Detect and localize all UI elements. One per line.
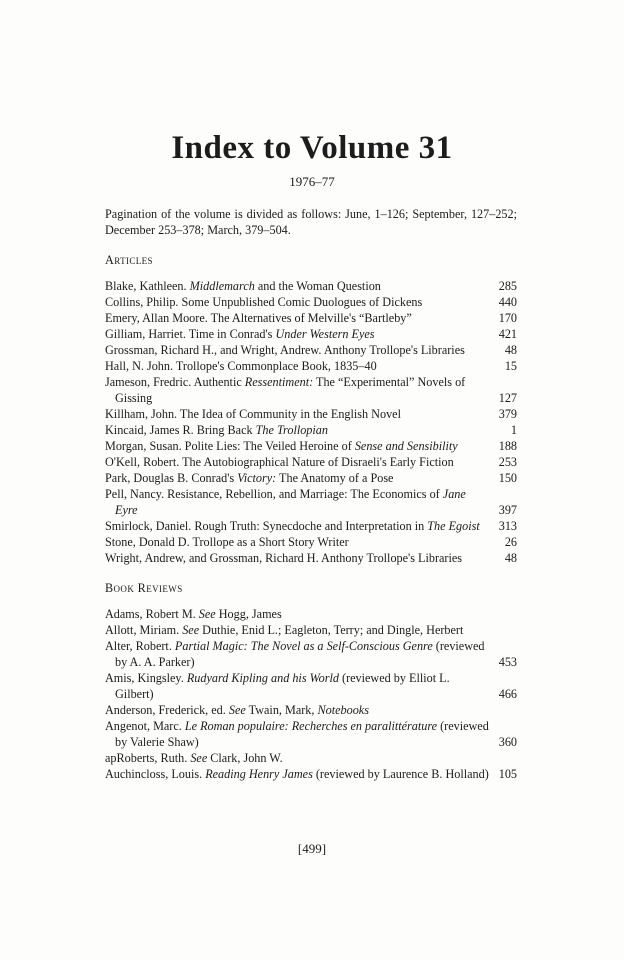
- index-entry: [105, 750, 517, 766]
- entry-page-number: 466: [498, 687, 517, 701]
- entry-page-number: 421: [498, 327, 517, 341]
- entry-page-number: 440: [498, 295, 517, 309]
- index-entry: [105, 606, 517, 622]
- index-entry: [105, 438, 517, 454]
- entry-text: Allott, Miriam. See Duthie, Enid L.; Eagleton, Terry; and Dingle, Herbert: [105, 623, 464, 637]
- index-entry: [105, 518, 517, 534]
- entry-page-number: 397: [498, 503, 517, 517]
- index-entry: [105, 374, 517, 406]
- entry-text: Grossman, Richard H., and Wright, Andrew. Anthony Trollope's Libraries: [105, 343, 465, 357]
- entry-text: Angenot, Marc. Le Roman populaire: Recherches en paralittérature (reviewed by Valerie Shaw): [105, 719, 489, 749]
- index-entry: [105, 622, 517, 638]
- entry-text: Morgan, Susan. Polite Lies: The Veiled Heroine of Sense and Sensibility: [105, 439, 458, 453]
- entry-page-number: 285: [498, 279, 517, 293]
- entry-text: apRoberts, Ruth. See Clark, John W.: [105, 751, 283, 765]
- page-number: [499]: [297, 841, 327, 856]
- articles-heading: Articles: [105, 253, 153, 267]
- reviews-list: [105, 606, 517, 782]
- entry-text: Wright, Andrew, and Grossman, Richard H. Anthony Trollope's Libraries: [105, 551, 463, 565]
- index-entry: [105, 486, 517, 518]
- entry-page-number: 313: [498, 519, 517, 533]
- articles-list: [105, 278, 517, 566]
- entry-text: Adams, Robert M. See Hogg, James: [105, 607, 282, 621]
- entry-page-number: 105: [498, 767, 517, 781]
- entry-page-number: 48: [504, 343, 517, 357]
- entry-text: Emery, Allan Moore. The Alternatives of Melville's “Bartleby”: [105, 311, 412, 325]
- entry-page-number: 253: [498, 455, 517, 469]
- entry-page-number: 15: [504, 359, 517, 373]
- entry-text: O'Kell, Robert. The Autobiographical Nature of Disraeli's Early Fiction: [105, 455, 454, 469]
- index-entry: [105, 326, 517, 342]
- entry-page-number: 26: [504, 535, 517, 549]
- index-entry: [105, 342, 517, 358]
- entry-text: Gilliam, Harriet. Time in Conrad's Under Western Eyes: [105, 327, 375, 341]
- index-entry: [105, 550, 517, 566]
- page-title: Index to Volume 31: [171, 130, 453, 166]
- index-entry: [105, 310, 517, 326]
- index-entry: [105, 294, 517, 310]
- entry-text: Stone, Donald D. Trollope as a Short Story Writer: [105, 535, 349, 549]
- index-entry: [105, 534, 517, 550]
- index-entry: [105, 766, 517, 782]
- pagination-note: Pagination of the volume is divided as follows: June, 1–126; September, 127–252; December 253–378; March, 379–504.: [105, 207, 517, 237]
- entry-page-number: 379: [498, 407, 517, 421]
- entry-page-number: 48: [504, 551, 517, 565]
- entry-text: Smirlock, Daniel. Rough Truth: Synecdoche and Interpretation in The Egoist: [105, 519, 480, 533]
- index-body: [105, 206, 517, 782]
- index-entry: [105, 670, 517, 702]
- index-entry: [105, 718, 517, 750]
- index-entry: [105, 358, 517, 374]
- entry-text: Amis, Kingsley. Rudyard Kipling and his World (reviewed by Elliot L. Gilbert): [105, 671, 450, 701]
- index-entry: [105, 278, 517, 294]
- index-entry: [105, 638, 517, 670]
- entry-text: Jameson, Fredric. Authentic Ressentiment: The “Experimental” Novels of Gissing: [105, 375, 466, 405]
- entry-text: Blake, Kathleen. Middlemarch and the Woman Question: [105, 279, 381, 293]
- entry-text: Pell, Nancy. Resistance, Rebellion, and Marriage: The Economics of Jane Eyre: [105, 487, 466, 517]
- entry-page-number: 150: [498, 471, 517, 485]
- entry-text: Auchincloss, Louis. Reading Henry James (reviewed by Laurence B. Holland): [105, 767, 489, 781]
- reviews-heading: Book Reviews: [105, 581, 183, 595]
- entry-text: Alter, Robert. Partial Magic: The Novel as a Self-Conscious Genre (reviewed by A. A. Parker): [105, 639, 485, 669]
- entry-text: Killham, John. The Idea of Community in the English Novel: [105, 407, 401, 421]
- entry-text: Hall, N. John. Trollope's Commonplace Book, 1835–40: [105, 359, 377, 373]
- entry-text: Kincaid, James R. Bring Back The Trollopian: [105, 423, 328, 437]
- index-entry: [105, 702, 517, 718]
- entry-text: Collins, Philip. Some Unpublished Comic Duologues of Dickens: [105, 295, 423, 309]
- entry-page-number: 360: [498, 735, 517, 749]
- entry-page-number: 453: [498, 655, 517, 669]
- volume-years: 1976–77: [289, 174, 335, 189]
- index-entry: [105, 454, 517, 470]
- entry-page-number: 188: [498, 439, 517, 453]
- index-entry: [105, 470, 517, 486]
- entry-page-number: 1: [510, 423, 517, 437]
- entry-text: Anderson, Frederick, ed. See Twain, Mark, Notebooks: [105, 703, 369, 717]
- entry-text: Park, Douglas B. Conrad's Victory: The Anatomy of a Pose: [105, 471, 394, 485]
- entry-page-number: 170: [498, 311, 517, 325]
- index-entry: [105, 406, 517, 422]
- entry-page-number: 127: [498, 391, 517, 405]
- index-entry: [105, 422, 517, 438]
